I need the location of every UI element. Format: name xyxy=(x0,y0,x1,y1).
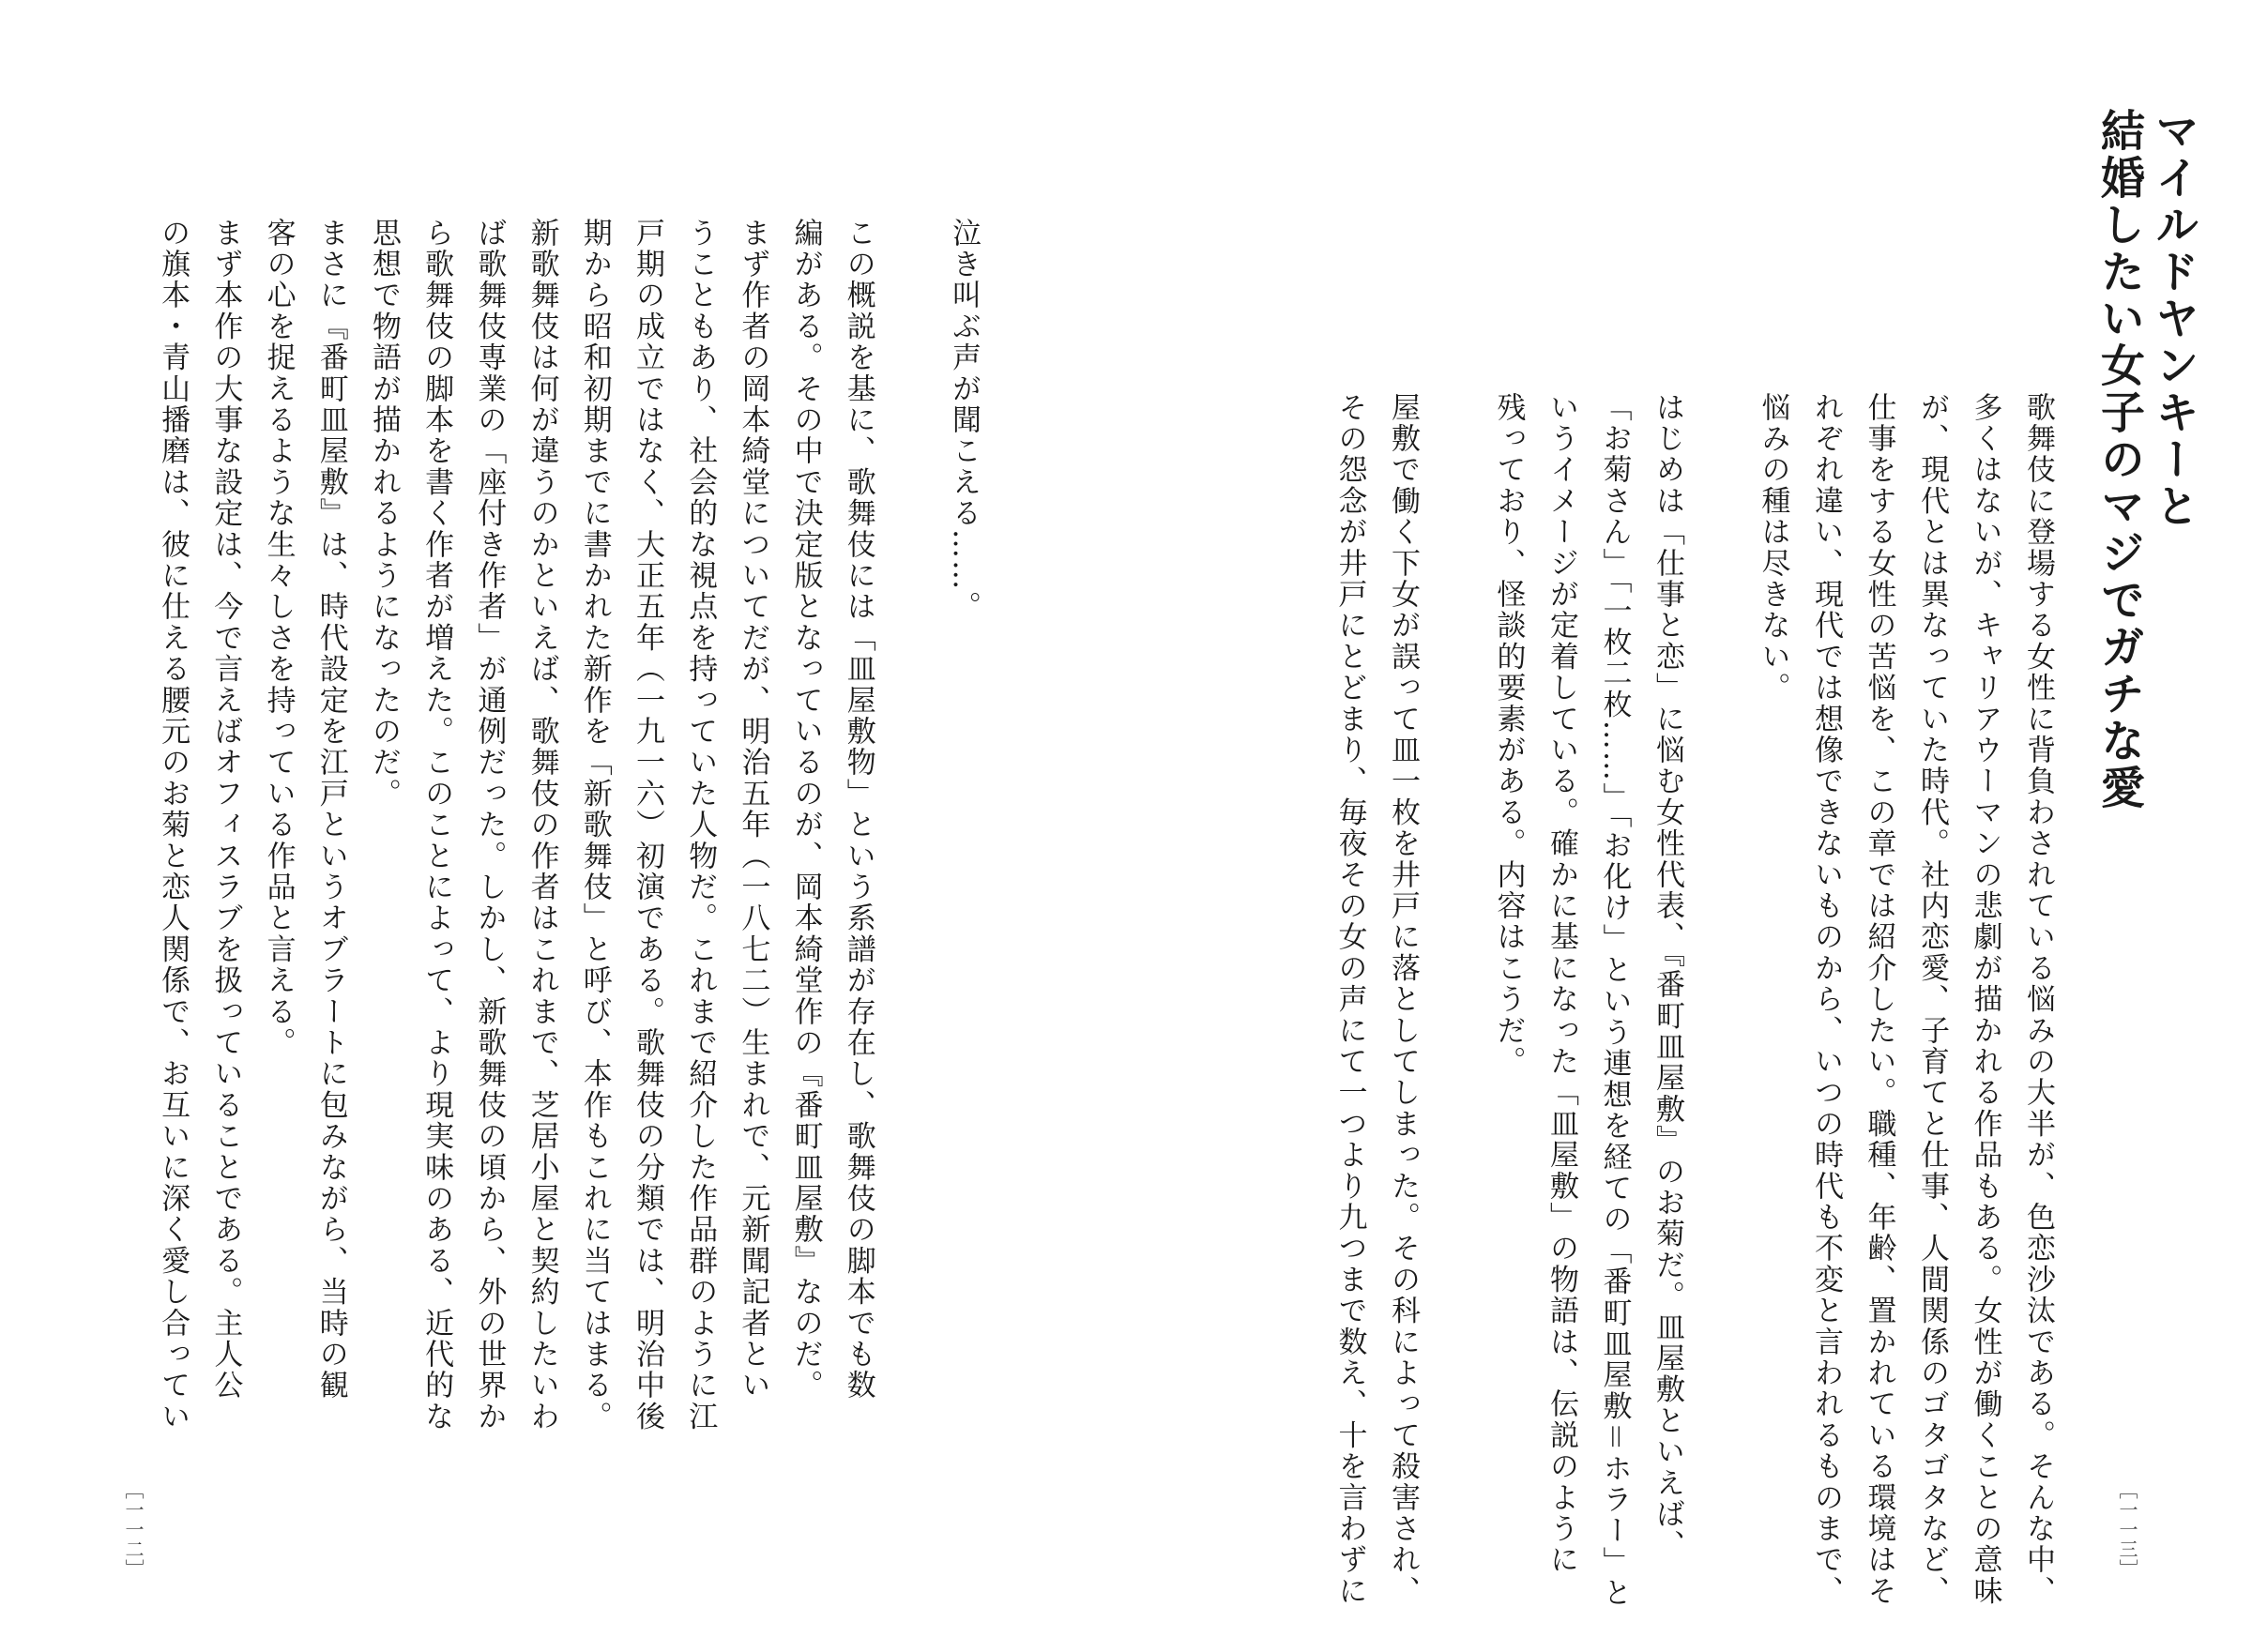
text-line: 悩みの種は尽きない。 xyxy=(1756,392,1790,704)
paragraph-gap xyxy=(1429,392,1482,1424)
text-line: ら歌舞伎の脚本を書く作者が増えた。このことによって、より現実味のある、近代的な xyxy=(419,218,454,1432)
chapter-title xyxy=(2092,108,2200,1159)
right-page xyxy=(1126,0,2252,1652)
text-line: この概説を基に、歌舞伎には「皿屋敷物」という系譜が存在し、歌舞伎の脚本でも数 xyxy=(841,218,875,1402)
text-line: まず作者の岡本綺堂についてだが、明治五年（一八七二）生まれで、元新聞記者とい xyxy=(736,218,770,1402)
text-line: れぞれ違い、現代では想像できないものから、いつの時代も不変と言われるものまで、 xyxy=(1809,392,1843,1607)
text-line: 仕事をする女性の苦悩を、この章では紹介したい。職種、年齢、置かれている環境はそ xyxy=(1862,392,1896,1607)
title-line: 結婚したい女子のマジでガチな愛 xyxy=(2093,108,2145,811)
text-line: まさに『番町皿屋敷』は、時代設定を江戸というオブラートに包みながら、当時の観 xyxy=(313,218,348,1402)
text-line: はじめは「仕事と恋」に悩む女性代表、『番町皿屋敷』のお菊だ。皿屋敷といえば、 xyxy=(1651,392,1684,1562)
text-line: 客の心を捉えるような生々しさを持っている作品と言える。 xyxy=(261,218,296,1059)
text-line: 「お菊さん」「一枚二枚……」「お化け」という連想を経ての「番町皿屋敷＝ホラー」と xyxy=(1597,392,1632,1609)
text-line: が、現代とは異なっていた時代。社内恋愛、子育てと仕事、人間関係のゴタゴタなど、 xyxy=(1915,392,1949,1607)
text-line: 多くはないが、キャリアウーマンの悲劇が描かれる作品もある。女性が働くことの意味 xyxy=(1968,392,2002,1607)
page-number: ［一一二］ xyxy=(122,1480,145,1579)
text-line: 戸期の成立ではなく、大正五年（一九一六）初演である。歌舞伎の分類では、明治中後 xyxy=(630,218,664,1432)
paragraph-gap xyxy=(1694,392,1746,1424)
text-line: その怨念が井戸にとどまり、毎夜その女の声にて一つより九つまで数え、十を言わずに xyxy=(1332,392,1367,1607)
text-line: いうイメージが定着している。確かに基になった「皿屋敷」の物語は、伝説のように xyxy=(1544,392,1578,1576)
text-line: まず本作の大事な設定は、今で言えばオフィスラブを扱っていることである。主人公 xyxy=(208,218,243,1402)
left-page-body xyxy=(146,218,990,1432)
right-page-body xyxy=(1323,392,2064,1609)
page-number: ［一一三］ xyxy=(2116,1480,2138,1579)
text-line: 新歌舞伎は何が違うのかといえば、歌舞伎の作者はこれまで、芝居小屋と契約したいわ xyxy=(525,218,559,1432)
title-line: マイルドヤンキーと xyxy=(2148,108,2199,530)
text-line: 編がある。その中で決定版となっているのが、岡本綺堂作の『番町皿屋敷』なのだ。 xyxy=(788,218,823,1402)
text-line: 泣き叫ぶ声が聞こえる……。 xyxy=(947,218,981,623)
text-line: の旗本・青山播磨は、彼に仕える腰元のお菊と恋人関係で、お互いに深く愛し合ってい xyxy=(156,218,190,1432)
text-line: ば歌舞伎専業の「座付き作者」が通例だった。しかし、新歌舞伎の頃から、外の世界か xyxy=(472,218,507,1432)
text-line: うこともあり、社会的な視点を持っていた人物だ。これまで紹介した作品群のように江 xyxy=(683,218,718,1432)
paragraph-gap xyxy=(885,218,937,1428)
text-line: 残っており、怪談的要素がある。内容はこうだ。 xyxy=(1491,392,1526,1078)
text-line: 思想で物語が描かれるようになったのだ。 xyxy=(366,218,401,810)
text-line: 屋敷で働く下女が誤って皿一枚を井戸に落としてしまった。その科によって殺害され、 xyxy=(1386,392,1420,1607)
text-line: 歌舞伎に登場する女性に背負わされている悩みの大半が、色恋沙汰である。そんな中、 xyxy=(2021,392,2055,1607)
text-line: 期から昭和初期までに書かれた新作を「新歌舞伎」と呼び、本作もこれに当てはまる。 xyxy=(577,218,612,1432)
